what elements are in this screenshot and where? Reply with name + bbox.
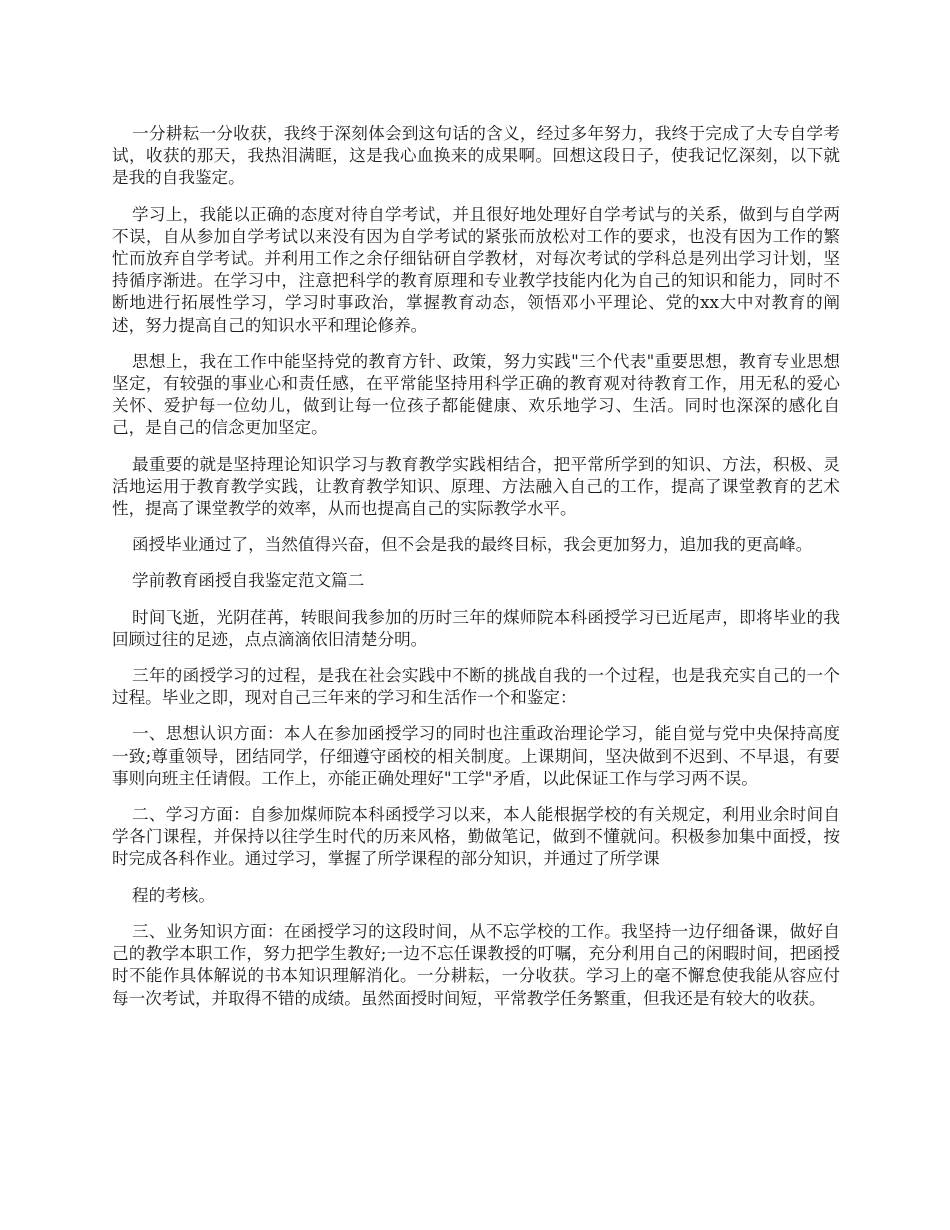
- paragraph-point-two: 二、学习方面：自参加煤师院本科函授学习以来，本人能根据学校的有关规定，利用业余时间自学各门课程，并保持以往学生时代的历来风格，勤做笔记，做到不懂就问。积极参加集中面授，按时完成各科作业。通过学习，掌握了所学课程的部分知识，并通过了所学课: [112, 805, 840, 869]
- paragraph-thought: 思想上，我在工作中能坚持党的教育方针、政策，努力实践"三个代表"重要思想，教育专业思想坚定，有较强的事业心和责任感，在平常能坚持用科学正确的教育观对待教育工作，用无私的爱心关怀、爱护每一位幼儿，做到让每一位孩子都能健康、欢乐地学习、生活。同时也深深的感化自己，是自己的信念更加坚定。: [112, 351, 840, 438]
- document-page: [112, 123, 840, 1024]
- paragraph-practice: 最重要的就是坚持理论知识学习与教育教学实践相结合，把平常所学到的知识、方法，积极、灵活地运用于教育教学实践，让教育教学知识、原理、方法融入自己的工作，提高了课堂教育的艺术性，提高了课堂教学的效率，从而也提高自己的实际教学水平。: [112, 454, 840, 519]
- paragraph-intro: 一分耕耘一分收获，我终于深刻体会到这句话的含义，经过多年努力，我终于完成了大专自学考试，收获的那天，我热泪满眶，这是我心血换来的成果啊。回想这段日子，使我记忆深刻，以下就是我的自我鉴定。: [112, 124, 840, 188]
- paragraph-study: 学习上，我能以正确的态度对待自学考试，并且很好地处理好自学考试与的关系，做到与自学两不误，自从参加自学考试以来没有因为自学考试的紧张而放松对工作的要求，也没有因为工作的繁忙而放弃自学考试。并利用工作之余仔细钻研自学教材，对每次考试的学科总是列出学习计划，坚持循序渐进。在学习中，注意把科学的教育原理和专业教学技能内化为自己的知识和能力，同时不断地进行拓展性学习，学习时事政治，掌握教育动态，领悟邓小平理论、党的xx大中对教育的阐述，努力提高自己的知识水平和理论修养。: [112, 204, 840, 335]
- paragraph-point-three: 三、业务知识方面：在函授学习的这段时间，从不忘学校的工作。我坚持一边仔细备课，做好自己的教学本职工作，努力把学生教好;一边不忘任课教授的叮嘱，充分利用自己的闲暇时间，把函授时不能作具体解说的书本知识理解消化。一分耕耘，一分收获。学习上的毫不懈怠使我能从容应付每一次考试，并取得不错的成绩。虽然面授时间短，平常教学任务繁重，但我还是有较大的收获。: [112, 921, 840, 1008]
- paragraph-process: 三年的函授学习的过程，是我在社会实践中不断的挑战自我的一个过程，也是我充实自己的一个过程。毕业之即，现对自己三年来的学习和生活作一个和鉴定：: [112, 666, 840, 708]
- paragraph-point-one: 一、思想认识方面：本人在参加函授学习的同时也注重政治理论学习，能自觉与党中央保持高度一致;尊重领导，团结同学，仔细遵守函校的相关制度。上课期间，坚决做到不迟到、不早退，有要事则向班主任请假。工作上，亦能正确处理好"工学"矛盾，以此保证工作与学习两不误。: [112, 724, 840, 788]
- section-heading: 学前教育函授自我鉴定范文篇二: [132, 571, 365, 591]
- paragraph-point-two-continued: 程的考核。: [132, 885, 215, 905]
- paragraph-conclusion: 函授毕业通过了，当然值得兴奋，但不会是我的最终目标，我会更加努力，追加我的更高峰。: [132, 535, 813, 555]
- paragraph-time: 时间飞逝，光阴荏苒，转眼间我参加的历时三年的煤师院本科函授学习已近尾声，即将毕业的我回顾过往的足迹，点点滴滴依旧清楚分明。: [112, 607, 840, 649]
